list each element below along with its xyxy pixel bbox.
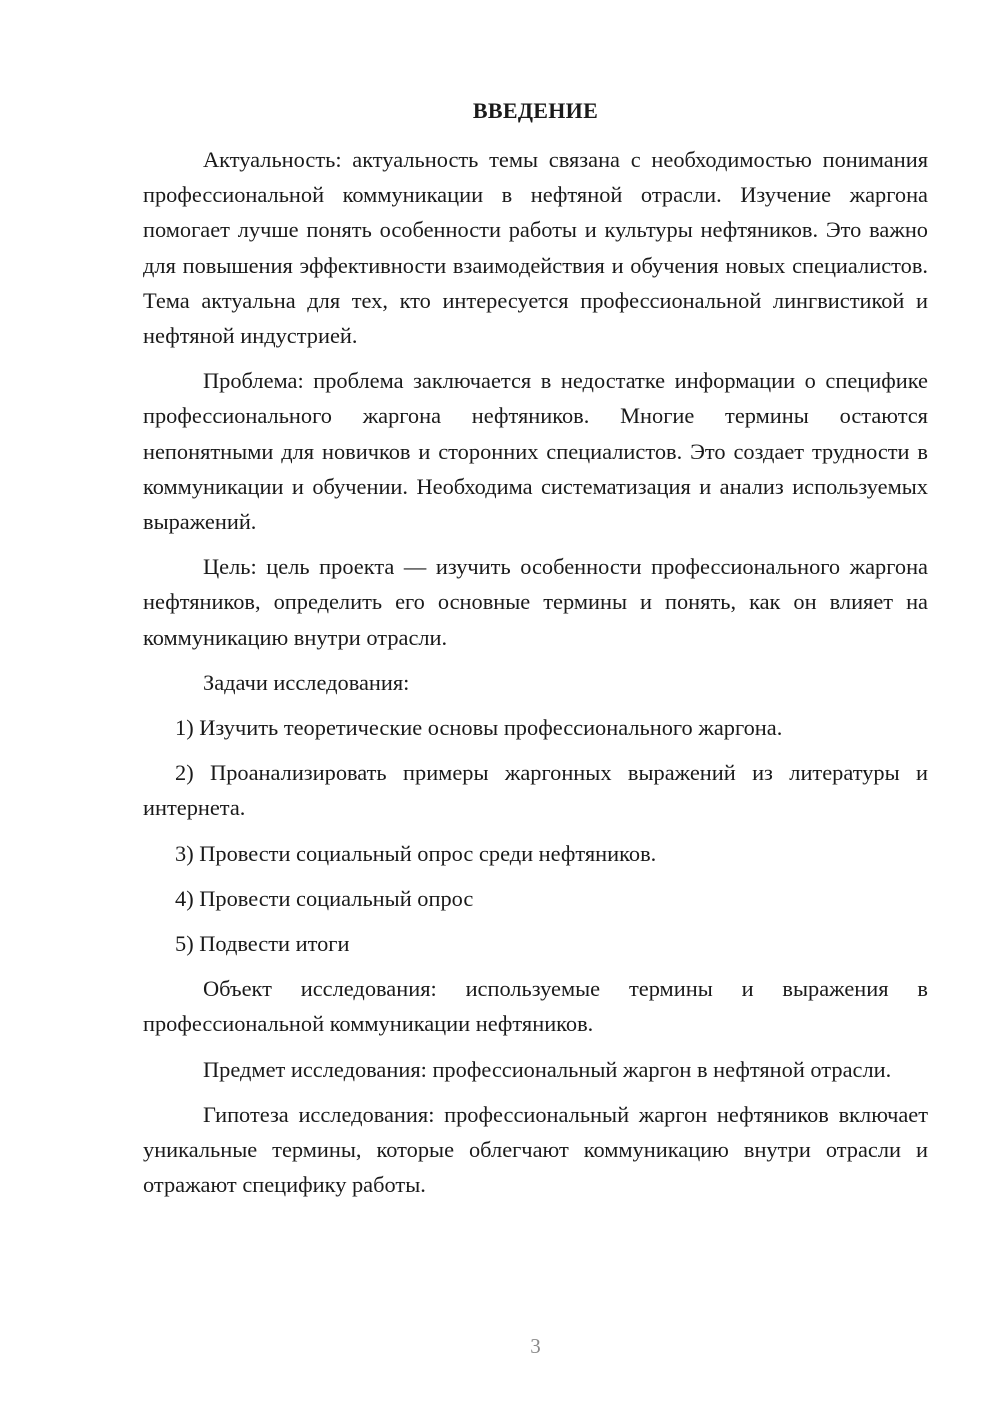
task-item: 1) Изучить теоретические основы профессионального жаргона. [175, 715, 783, 741]
task-item: 3) Провести социальный опрос среди нефтяников. [175, 840, 657, 866]
tasks-heading: Задачи исследования: [203, 669, 410, 695]
document-body [143, 142, 928, 1212]
document-page [143, 0, 928, 1414]
page-title: ВВЕДЕНИЕ [472, 98, 599, 123]
task-item: 5) Подвести итоги [175, 931, 350, 957]
paragraph-hypothesis: Гипотеза исследования: профессиональный жаргон нефтяников включает уникальные термины, которые облегчают коммуникацию внутри отрасли и отражают специфику работы. [143, 1101, 928, 1198]
task-item: 2) Проанализировать примеры жаргонных выражений из литературы и интернета. [143, 760, 928, 821]
paragraph-object: Объект исследования: используемые термины и выражения в профессиональной коммуникации нефтяников. [143, 976, 928, 1037]
paragraph-goal: Цель: цель проекта — изучить особенности профессионального жаргона нефтяников, определить его основные термины и понять, как он влияет на коммуникацию внутри отрасли. [143, 554, 928, 650]
paragraph-problem: Проблема: проблема заключается в недостатке информации о специфике профессионального жаргона нефтяников. Многие термины остаются непонятными для новичков и сторонних специалистов. Это создает трудности в коммуникации и обучении. Необходима систематизация и анализ используемых выражений. [143, 368, 928, 535]
paragraph-relevance: Актуальность: актуальность темы связана с необходимостью понимания профессиональной коммуникации в нефтяной отрасли. Изучение жаргона помогает лучше понять особенности работы и культуры нефтяников. Это важно для повышения эффективности взаимодействия и обучения новых специалистов. Тема актуальна для тех, кто интересуется профессиональной лингвистикой и нефтяной индустрией. [143, 147, 928, 349]
page-number: 3 [530, 1334, 541, 1358]
task-item: 4) Провести социальный опрос [175, 885, 474, 911]
paragraph-subject: Предмет исследования: профессиональный жаргон в нефтяной отрасли. [203, 1056, 892, 1082]
